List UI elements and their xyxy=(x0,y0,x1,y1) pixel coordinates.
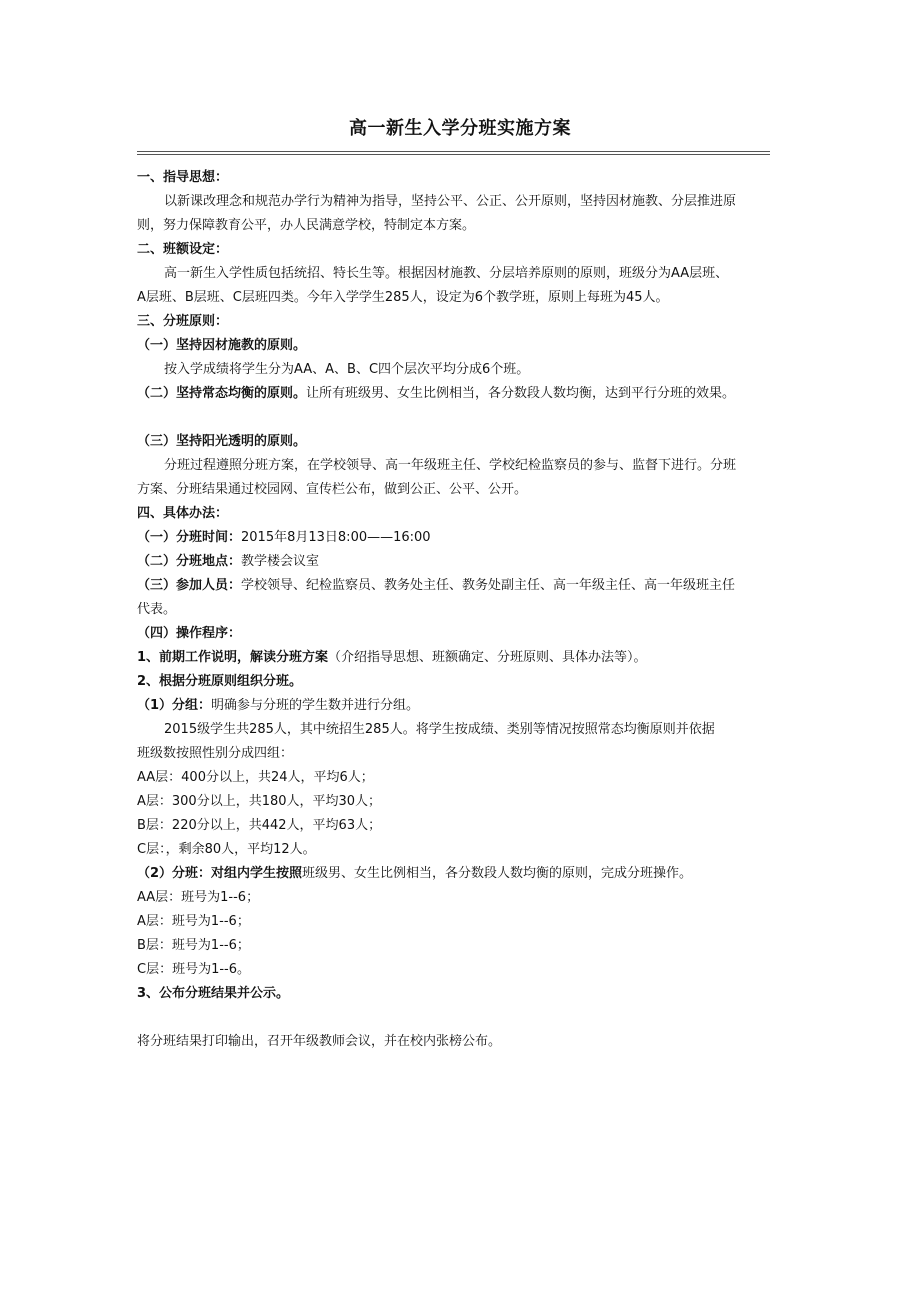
people-line xyxy=(137,576,735,596)
paragraph-line: 2015级学生共285人，其中统招生285人。将学生按成绩、类别等情况按照常态均衡原则并依据 xyxy=(164,722,715,737)
division-label: （2）分班：对组内学生按照 xyxy=(137,866,303,881)
step-1-text: （介绍指导思想、班额确定、分班原则、具体办法等）。 xyxy=(328,650,647,665)
section-heading-method: 四、具体办法： xyxy=(137,506,229,521)
class-item: B层：班号为1--6； xyxy=(137,938,250,953)
title-divider xyxy=(137,151,770,155)
final-paragraph: 将分班结果打印输出，召开年级教师会议，并在校内张榜公布。 xyxy=(137,1034,502,1049)
principle-text: 让所有班级男、女生比例相当，各分数段人数均衡，达到平行分班的效果。 xyxy=(306,386,736,401)
group-item: A层：300分以上，共180人，平均30人； xyxy=(137,794,382,809)
section-heading-class-size: 二、班额设定： xyxy=(137,242,229,257)
paragraph-line: A层班、B层班、C层班四类。今年入学学生285人，设定为6个教学班，原则上每班为45人。 xyxy=(137,290,669,305)
grouping-text: 明确参与分班的学生数并进行分组。 xyxy=(211,698,420,713)
paragraph-line: 方案、分班结果通过校园网、宣传栏公布，做到公正、公平、公开。 xyxy=(137,482,528,497)
principle-line xyxy=(137,384,735,404)
time-line xyxy=(137,528,431,548)
class-item: C层：班号为1--6。 xyxy=(137,962,251,977)
class-item: A层：班号为1--6； xyxy=(137,914,250,929)
paragraph-line: 班级数按照性别分成四组： xyxy=(137,746,294,761)
step-1-title: 1、前期工作说明，解读分班方案 xyxy=(137,650,329,665)
step-1 xyxy=(137,648,647,668)
place-label: （二）分班地点： xyxy=(137,554,242,569)
grouping-line xyxy=(137,696,419,716)
group-item: AA层：400分以上，共24人，平均6人； xyxy=(137,770,374,785)
people-value: 学校领导、纪检监察员、教务处主任、教务处副主任、高一年级主任、高一年级班主任 xyxy=(241,578,736,593)
grouping-label: （1）分组： xyxy=(137,698,212,713)
division-text: 班级男、女生比例相当，各分数段人数均衡的原则，完成分班操作。 xyxy=(302,866,693,881)
paragraph-line: 代表。 xyxy=(137,602,177,617)
place-value: 教学楼会议室 xyxy=(241,554,320,569)
class-item: AA层：班号为1--6； xyxy=(137,890,260,905)
step-2: 2、根据分班原则组织分班。 xyxy=(137,674,303,689)
section-heading-principles: 三、分班原则： xyxy=(137,314,229,329)
group-item: B层：220分以上，共442人，平均63人； xyxy=(137,818,382,833)
principle-heading: （二）坚持常态均衡的原则。 xyxy=(137,386,307,401)
paragraph-line: 以新课改理念和规范办学行为精神为指导，坚持公平、公正、公开原则，坚持因材施教、分层推进原 xyxy=(164,194,737,209)
paragraph-line: 分班过程遵照分班方案，在学校领导、高一年级班主任、学校纪检监察员的参与、监督下进行。分班 xyxy=(164,458,737,473)
paragraph-line: 高一新生入学性质包括统招、特长生等。根据因材施教、分层培养原则的原则，班级分为AA层班、 xyxy=(164,266,729,281)
group-item: C层：，剩余80人，平均12人。 xyxy=(137,842,316,857)
procedure-heading: （四）操作程序： xyxy=(137,626,242,641)
people-label: （三）参加人员： xyxy=(137,578,242,593)
principle-heading: （三）坚持阳光透明的原则。 xyxy=(137,434,307,449)
place-line xyxy=(137,552,319,572)
paragraph-line: 则，努力保障教育公平，办人民满意学校，特制定本方案。 xyxy=(137,218,476,233)
step-3: 3、公布分班结果并公示。 xyxy=(137,986,290,1001)
time-label: （一）分班时间： xyxy=(137,530,242,545)
paragraph-line: 按入学成绩将学生分为AA、A、B、C四个层次平均分成6个班。 xyxy=(164,362,530,377)
division-line xyxy=(137,864,692,884)
time-value: 2015年8月13日8:00——16:00 xyxy=(241,530,431,545)
principle-heading: （一）坚持因材施教的原则。 xyxy=(137,338,307,353)
section-heading-guiding-thought: 一、指导思想： xyxy=(137,170,229,185)
document-title: 高一新生入学分班实施方案 xyxy=(349,118,571,139)
